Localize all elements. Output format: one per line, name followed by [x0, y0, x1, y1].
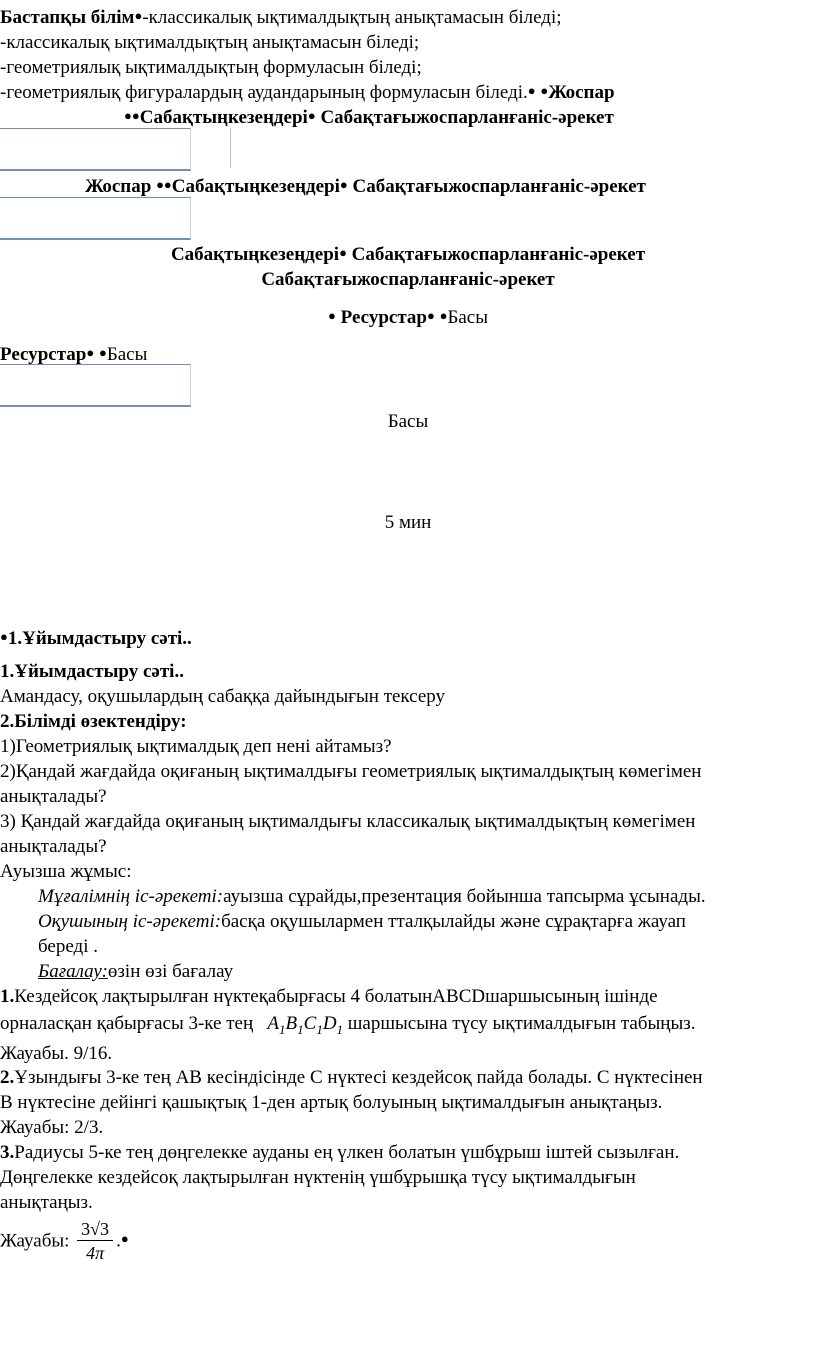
bullet-icon: ●	[339, 177, 348, 192]
knowledge-heading-text: 2.Білімді өзектендіру:	[0, 711, 187, 732]
bullet-icon: ●	[307, 108, 316, 123]
stages-label: Сабақтыңкезеңдері	[171, 176, 340, 197]
outcome-line-3: -геометриялық ықтималдықтың формуласын біледі;	[0, 57, 422, 78]
task-3	[0, 1141, 679, 1165]
student-activity	[38, 910, 686, 934]
student-label: Оқушының іс-әрекеті:	[38, 911, 222, 932]
assessment-label: Бағалау:	[38, 961, 108, 982]
task-1-cont	[0, 1012, 695, 1037]
assessment-text: өзін өзі бағалау	[107, 961, 234, 982]
task-3-cont-2: анықтаңыз.	[0, 1192, 93, 1213]
table-cell-box	[0, 364, 191, 407]
answer-fraction	[77, 1218, 113, 1265]
task-2	[0, 1066, 703, 1090]
outcome-heading: Бастапқы білім	[0, 7, 135, 28]
assessment	[38, 960, 233, 984]
task-3-number: 3.	[0, 1142, 15, 1163]
question-2-cont: анықталады?	[0, 786, 107, 807]
task-2-answer: Жауабы: 2/3.	[0, 1117, 104, 1138]
bullet-icon: ●	[328, 308, 336, 323]
student-text: басқа оқушылармен тталқылайды және сұрақтарға жауап	[221, 911, 686, 932]
question-2: 2)Қандай жағдайда оқиғаның ықтималдығы геометриялық ықтималдықтың көмегімен	[0, 761, 702, 782]
plan-label: Жоспар	[85, 176, 152, 197]
org-heading-2-text: 1.Ұйымдастыру сәті..	[0, 661, 184, 682]
bullet-icon: ●●	[124, 108, 140, 123]
task-1-number: 1.	[0, 986, 15, 1007]
task-1-text-2: орналасқан қабырғасы 3-ке тең	[0, 1013, 254, 1034]
outcome-line-1	[0, 6, 562, 31]
bullet-icon: ●	[86, 345, 95, 360]
table-divider	[230, 128, 231, 168]
bullet-icon: ●	[339, 245, 347, 260]
task-3-text: Радиусы 5-ке тең дөңгелекке ауданы ең үлкен болатын үшбұрыш іштей сызылған.	[14, 1142, 680, 1163]
task-3-cont: Дөңгелекке кездейсоқ лақтырылған нүктенің үшбұрышқа түсу ықтималдығын	[0, 1167, 636, 1188]
task-1	[0, 985, 658, 1009]
resources-label: Ресурстар	[0, 344, 87, 365]
stage-duration: 5 мин	[384, 512, 432, 533]
org-heading	[0, 627, 192, 652]
teacher-label: Мұғалімнің іс-әрекеті:	[38, 886, 224, 907]
stage-beginning: Басы	[387, 411, 429, 432]
question-3-cont: анықталады?	[0, 836, 107, 857]
bullet-icon: ●	[527, 83, 536, 98]
task-2-cont: В нүктесіне дейінгі қашықтық 1-ден артық болуының ықтималдығын анықтаңыз.	[0, 1092, 663, 1113]
planned-activity-label: Сабақтағыжоспарланғаніс-әрекет	[351, 244, 646, 265]
bullet-icon: ●	[540, 83, 549, 98]
org-heading-2	[0, 660, 184, 684]
bullet-icon: ●	[98, 345, 107, 360]
resources-row-center	[0, 306, 816, 331]
stages-label: Сабақтыңкезеңдері	[170, 244, 340, 265]
teacher-activity	[38, 885, 706, 909]
org-heading-text: 1.Ұйымдастыру сәті..	[7, 628, 192, 649]
bullet-icon: ●●	[156, 177, 172, 192]
oral-work-label: Ауызша жұмыс:	[0, 861, 132, 882]
planned-activity-label: Сабақтағыжоспарланғаніс-әрекет	[320, 107, 614, 128]
student-activity-cont: береді .	[38, 936, 98, 957]
question-3: 3) Қандай жағдайда оқиғаның ықтималдығы классикалық ықтималдықтың көмегімен	[0, 811, 696, 832]
task-2-number: 2.	[0, 1067, 15, 1088]
bullet-icon: ●	[439, 308, 448, 323]
bullet-icon: ●	[134, 8, 143, 23]
table-header-row-1	[124, 106, 614, 131]
table-header-row-3	[0, 243, 816, 268]
task-2-text: Ұзындығы 3-ке тең АВ кесіндісінде С нүктесі кездейсоқ пайда болады. С нүктесінен	[14, 1067, 703, 1088]
beginning-label: Басы	[106, 344, 148, 365]
fraction-denominator: 4π	[86, 1243, 105, 1263]
resources-label: Ресурстар	[340, 307, 427, 328]
bullet-icon: ●	[0, 629, 8, 644]
task-3-answer-label: Жауабы:	[0, 1230, 70, 1252]
task-3-answer: Жауабы: $\frac{3√3}{4\pi}$ .●	[0, 1219, 129, 1263]
table-cell-box	[0, 197, 191, 240]
greeting-text: Амандасу, оқушылардың сабаққа дайындығын тексеру	[0, 686, 446, 707]
square-formula: $A_1B_1C_1D_1$	[267, 1013, 344, 1037]
fraction-numerator: 3√3	[77, 1218, 113, 1241]
bullet-icon: ●	[426, 308, 435, 323]
planned-activity-label: Сабақтағыжоспарланғаніс-әрекет	[352, 176, 646, 197]
task-1-answer: Жауабы. 9/16.	[0, 1043, 113, 1064]
bullet-icon: ●	[120, 1230, 129, 1246]
outcome-line-2: -классикалық ықтималдықтың анықтамасын біледі;	[0, 32, 420, 53]
outcome-line-4	[0, 81, 615, 106]
question-1: 1)Геометриялық ықтималдық деп нені айтамыз?	[0, 736, 392, 757]
table-cell-box	[0, 128, 191, 171]
teacher-text: ауызша сұрайды,презентация бойынша тапсырма ұсынады.	[223, 886, 706, 907]
stages-label: Сабақтыңкезеңдері	[139, 107, 308, 128]
plan-label: Жоспар	[548, 82, 615, 103]
table-header-row-4	[0, 268, 816, 292]
beginning-label: Басы	[447, 307, 488, 328]
knowledge-heading	[0, 710, 187, 734]
outcome-text-1: -классикалық ықтималдықтың анықтамасын біледі;	[142, 7, 562, 28]
outcome-text-4: -геометриялық фигуралардың аудандарының формуласын біледі.	[0, 82, 528, 103]
planned-activity-label: Сабақтағыжоспарланғаніс-әрекет	[261, 269, 555, 290]
task-1-text: Кездейсоқ лақтырылған нүктеқабырғасы 4 болатынABCDшаршысының ішінде	[14, 986, 658, 1007]
task-1-text-3: шаршысына түсу ықтималдығын табыңыз.	[347, 1013, 696, 1034]
